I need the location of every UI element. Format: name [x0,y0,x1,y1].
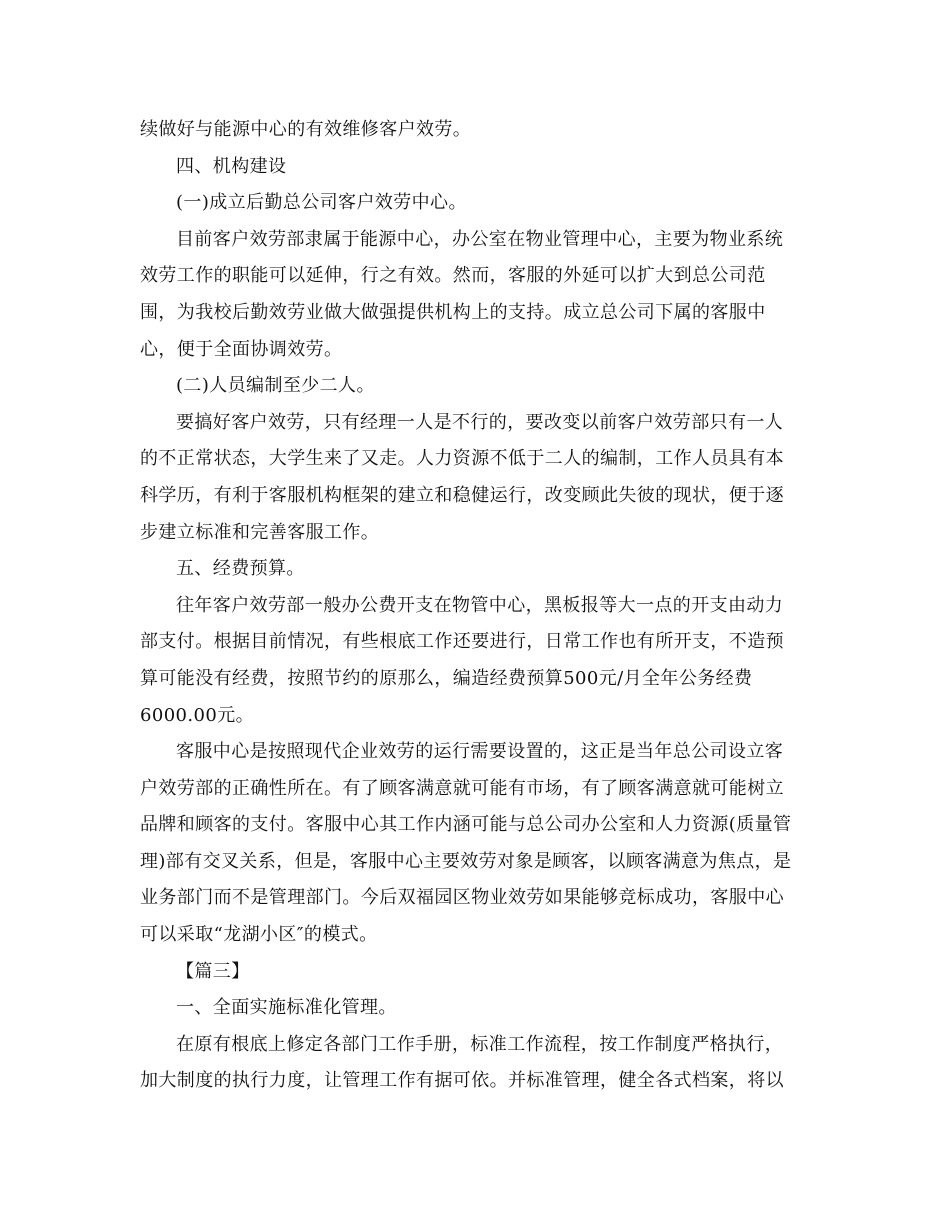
text-line: 业务部门而不是管理部门。今后双福园区物业效劳如果能够竞标成功，客服中心 [140,887,784,909]
text-line: 科学历，有利于客服机构框架的建立和稳健运行，改变顾此失彼的现状，便于逐 [140,484,784,506]
text-line: 心，便于全面协调效劳。 [140,338,343,360]
text-line: 在原有根底上修定各部门工作手册，标准工作流程，按工作制度严格执行， [176,1033,784,1055]
text-line: 品牌和顾客的支付。客服中心其工作内涵可能与总公司办公室和人力资源(质量管 [140,814,792,836]
text-line: 6000.00元。 [140,704,255,726]
part-heading: 【篇三】 [176,960,250,982]
section-heading: 五、经费预算。 [176,558,305,580]
text-line: 往年客户效劳部一般办公费开支在物管中心，黑板报等大一点的开支由动力 [176,594,784,616]
subsection-heading: (二)人员编制至少二人。 [176,375,375,397]
text-line: 可以采取“龙湖小区″的模式。 [140,924,378,946]
text-line: 部支付。根据目前情况，有些根底工作还要进行，日常工作也有所开支，不造预 [140,631,784,653]
text-line: 步建立标准和完善客服工作。 [140,521,380,543]
document-body [140,112,810,1100]
text-line: 算可能没有经费，按照节约的原那么，编造经费预算500元/月全年公务经费 [140,667,753,689]
text-line: 效劳工作的职能可以延伸，行之有效。然而，客服的外延可以扩大到总公司范 [140,265,766,287]
text-line: 理)部有交叉关系，但是，客服中心主要效劳对象是顾客，以顾客满意为焦点，是 [140,850,792,872]
text-line: 的不正常状态，大学生来了又走。人力资源不低于二人的编制，工作人员具有本 [140,448,784,470]
text-line: 围，为我校后勤效劳业做大做强提供机构上的支持。成立总公司下属的客服中 [140,301,766,323]
text-line: 户效劳部的正确性所在。有了顾客满意就可能有市场，有了顾客满意就可能树立 [140,777,784,799]
text-line: 续做好与能源中心的有效维修客户效劳。 [140,119,472,140]
text-line: 客服中心是按照现代企业效劳的运行需要设置的，这正是当年总公司设立客 [176,741,784,763]
section-heading: 一、全面实施标准化管理。 [176,997,397,1019]
text-line: 目前客户效劳部隶属于能源中心，办公室在物业管理中心，主要为物业系统 [176,228,784,250]
text-line: 加大制度的执行力度，让管理工作有据可依。并标准管理，健全各式档案，将以 [140,1070,784,1092]
text-line: 要搞好客户效劳，只有经理一人是不行的，要改变以前客户效劳部只有一人 [176,411,784,433]
section-heading: 四、机构建设 [176,155,287,177]
subsection-heading: (一)成立后勤总公司客户效劳中心。 [176,192,467,214]
